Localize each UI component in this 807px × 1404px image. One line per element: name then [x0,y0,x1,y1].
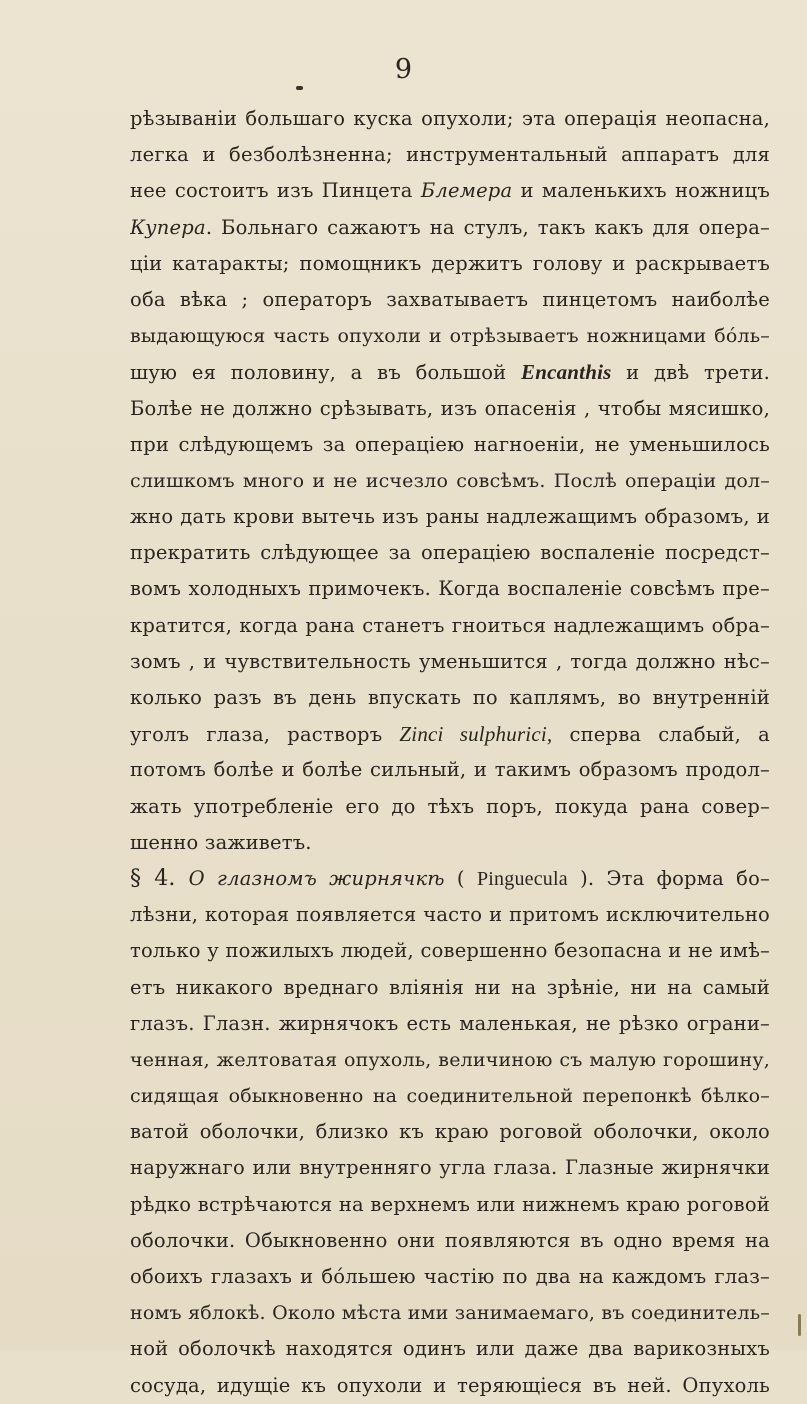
body-text [130,101,770,1404]
text-segment: и двѣ трети. [611,361,770,385]
text-line [130,716,770,752]
text-line [130,427,770,463]
text-line [130,1150,770,1186]
text-segment: Zinci sulphurici, [399,722,553,747]
text-segment: ціи катаракты; помощникъ держитъ голову и раскрываетъ [130,251,770,275]
text-segment: вомъ холодныхъ примочекъ. Когда воспаленіе совсѣмъ пре– [130,577,770,601]
text-line [130,210,770,246]
text-segment: сидящая обыкновенно на соединительной перепонкѣ бѣлко– [130,1085,770,1108]
text-segment: колько разъ въ день впускать по каплямъ, во внутренній [130,686,770,709]
text-line [130,680,770,716]
text-segment: . Больнаго сажаютъ на стулъ, такъ какъ для опера– [205,215,770,239]
text-segment: шенно заживетъ. [130,830,312,854]
text-segment: зомъ , и чувствительность уменьшится , тогда должно нѣс– [130,649,770,673]
text-segment: ной оболочкѣ находятся одинъ или даже два варикозныхъ [130,1337,770,1361]
text-line [130,173,770,209]
text-line [130,825,770,861]
text-line [130,1331,770,1367]
text-line [130,1042,770,1078]
text-line [130,608,770,644]
text-line [130,1295,770,1331]
text-line [130,789,770,825]
text-segment: Блемера [420,179,513,203]
text-segment: Pinguecula [476,867,568,890]
text-line [130,1078,770,1114]
text-segment: ченная, желтоватая опухоль, величиною съ малую горошину, [130,1048,770,1071]
text-segment: О глазномъ жирнячкѣ [188,866,445,890]
text-segment: рѣдко встрѣчаются на верхнемъ или нижнемъ краю роговой [130,1192,770,1216]
text-line [130,571,770,607]
text-segment: нее состоитъ изъ Пинцета [130,179,421,203]
text-line [130,1223,770,1259]
text-line [130,933,770,969]
text-line [130,1368,770,1404]
text-segment: лѣзни, которая появляется часто и притомъ исключительно [130,903,770,927]
text-segment: обоихъ глазахъ и бо́льшею частію по два на каждомъ глаз– [130,1265,770,1288]
text-line [130,282,770,318]
text-segment: Encanthis [521,360,612,385]
text-line [130,391,770,427]
text-segment: потомъ болѣе и болѣе сильный, и такимъ образомъ продол– [130,758,770,782]
text-segment: етъ никакого вреднаго вліянія ни на зрѣніе, ни на самый [130,975,770,999]
text-line [130,970,770,1006]
text-segment: сосуда, идущіе къ опухоли и теряющіеся въ ней. Опухоль [130,1373,770,1397]
text-segment: номъ яблокѣ. Около мѣста ими занимаемаго, въ соединитель– [130,1302,770,1325]
text-line [130,137,770,173]
text-line [130,752,770,788]
text-segment: рѣзываніи большаго куска опухоли; эта операція неопасна, [130,107,770,130]
text-segment: слишкомъ много и не исчезло совсѣмъ. Послѣ операціи дол– [130,469,770,492]
text-line [130,499,770,535]
page-edge-mark [798,1314,801,1336]
text-line [130,246,770,282]
text-segment: Купера [130,215,206,239]
text-line [130,354,770,390]
text-segment: при слѣдующемъ за операціею нагноеніи, не уменьшилось [130,432,770,456]
text-segment: прекратить слѣдующее за операціею воспаленіе посредст– [130,541,770,565]
text-segment: Болѣе не должно срѣзывать, изъ опасенія , чтобы мясишко, [130,396,770,420]
text-line [130,861,770,897]
text-line [130,463,770,499]
text-line [130,644,770,680]
text-segment: выдающуюся часть опухоли и отрѣзываетъ ножницами бо́ль– [130,325,770,348]
text-segment: жно дать крови вытечь изъ раны надлежащимъ образомъ, и [130,505,770,529]
text-segment: оболочки. Обыкновенно они появляются въ одно время на [130,1228,770,1252]
text-line [130,1259,770,1295]
text-segment: сперва слабый, а [552,723,770,747]
text-segment: легка и безболѣзненна; инструментальный аппаратъ для [130,143,770,167]
page-number: 9 [394,54,413,85]
ink-speck [296,86,303,90]
text-segment: ). Эта форма бо– [567,866,770,890]
text-segment: наружнаго или внутренняго угла глаза. Глазные жирнячки [130,1156,770,1180]
text-segment: § 4. [130,865,189,891]
text-segment: и маленькихъ ножницъ [512,179,770,203]
text-segment: шую ея половину, а въ большой [130,361,521,385]
text-segment: кратится, когда рана станетъ гноиться надлежащимъ обра– [130,613,770,637]
text-segment: ватой оболочки, близко къ краю роговой оболочки, около [130,1120,770,1144]
text-line [130,535,770,571]
text-line [130,1114,770,1150]
text-line [130,101,770,137]
text-segment: ( [444,866,477,890]
text-line [130,1006,770,1042]
text-segment: жать употребленіе его до тѣхъ поръ, покуда рана совер– [130,794,770,818]
text-line [130,318,770,354]
text-segment: глазъ. Глазн. жирнячокъ есть маленькая, не рѣзко ограни– [130,1011,770,1035]
text-line [130,1187,770,1223]
text-segment: оба вѣка ; операторъ захватываетъ пинцетомъ наиболѣе [130,287,770,311]
text-segment: только у пожилыхъ людей, совершенно безопасна и не имѣ– [130,939,770,963]
text-segment: уголъ глаза, растворъ [130,723,400,747]
text-line [130,897,770,933]
